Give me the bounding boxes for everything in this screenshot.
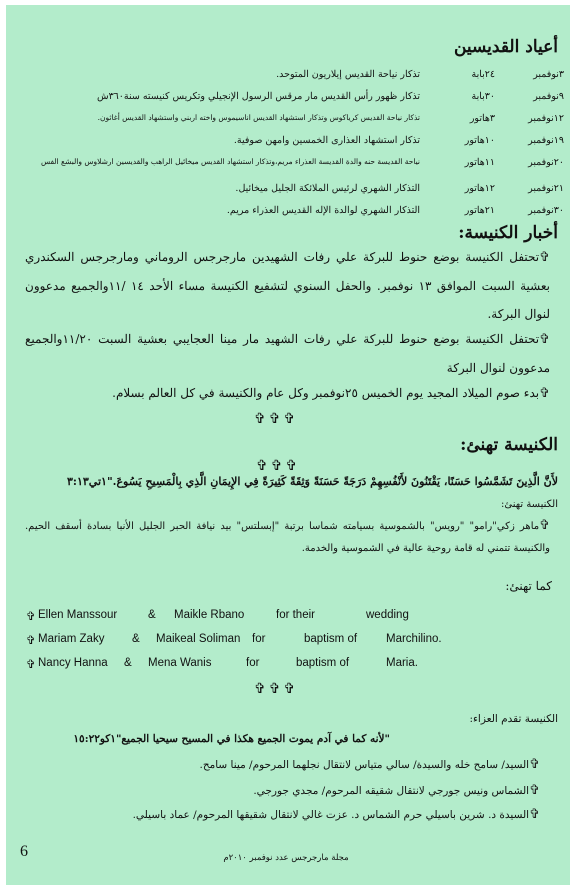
feast-description: نياحة القديسة حنه والدة القديسة العذراء مريم،وتذكار استشهاد القديس ميخائيل الراهب والقديسين ارشلاوس والبشع الفس	[40, 157, 420, 166]
crosses-divider: ✞✞✞	[254, 411, 299, 427]
cross-icon: ✞	[539, 518, 550, 533]
feast-coptic-date: ٣هاتور	[469, 113, 495, 124]
congrats-e: Maria.	[386, 657, 418, 669]
footer-caption: مجلة مارجرجس عدد نوفمبر ٢٠١٠م	[223, 853, 349, 863]
feast-row	[30, 69, 570, 89]
cross-icon: ✞	[539, 250, 550, 265]
cross-icon: ✞	[539, 332, 550, 347]
congrats-b: Mena Wanis	[148, 657, 212, 669]
condolence-1: ✞السيد/ سامح خله والسيدة/ سالي متياس لانتقال نجلهما المرحوم/ مينا سامح.	[199, 757, 540, 772]
news-title: أخبار الكنيسة:	[458, 223, 558, 243]
news-item-3: ✞بدء صوم الميلاد المجيد يوم الخميس ٢٥نوفمبر وكل عام والكنيسة في كل العالم بسلام.	[112, 386, 550, 401]
cross-icon: ✞	[529, 783, 540, 798]
congrats-b: Maikle Rbano	[174, 609, 245, 621]
congrats-amp: &	[132, 633, 140, 645]
congrats-d: wedding	[366, 609, 409, 621]
crosses-divider: ✞✞✞	[256, 458, 301, 474]
condolence-2: ✞الشماس ونيس جورجي لانتقال شقيقه المرحوم/ مجدي جورجي.	[253, 783, 540, 798]
feast-coptic-date: ٢٤بابة	[471, 69, 495, 80]
congrats-a: Nancy Hanna	[38, 657, 108, 669]
congrats-d: baptism of	[304, 633, 358, 645]
feast-date: ٣نوفمبر	[533, 69, 564, 80]
congrats-a: Ellen Manssour	[38, 609, 118, 621]
cross-icon: ✞	[26, 611, 36, 623]
feast-date: ٢١نوفمبر	[528, 183, 564, 194]
feast-row	[30, 205, 570, 225]
ordination-note: ✞ماهر زكي"رامو" "رويس" بالشموسية بسيامته شماسا برتبة "إبسلتس" بيد نيافة الحبر الجليل الأنبا بسادة أسقف الحيم. والكنيسة تتمني له قامة روحية عالية في الشموسية والخدمة.	[25, 518, 550, 554]
feast-row	[30, 135, 570, 155]
congrats-row	[26, 657, 446, 675]
congrats-subtitle: الكنيسة تهنئ:	[501, 499, 558, 510]
condolences-verse: "لأنه كما في آدم يموت الجميع هكذا في المسيح سيحيا الجميع"١كو١٥:٢٢	[73, 733, 390, 745]
congrats-title: الكنيسة تهنئ:	[460, 435, 558, 455]
cross-icon: ✞	[26, 659, 36, 671]
news-item-2: ✞تحتفل الكنيسة بوضع حنوط للبركة علي رفات الشهيد مار مينا العجايبي بعشية السبت ١١/٢٠والجميع مدعوون لنوال البركة	[25, 332, 550, 375]
feast-date: ١٩نوفمبر	[528, 135, 564, 146]
congrats-c: for their	[276, 609, 315, 621]
feast-description: تذكار ظهور رأس القديس مار مرقس الرسول الإنجيلي وتكريس كنيسته سنة٣٦٠ش	[96, 91, 420, 102]
feast-row	[30, 91, 570, 111]
feasts-title: أعياد القديسين	[453, 37, 558, 57]
cross-icon: ✞	[26, 635, 36, 647]
feast-coptic-date: ٣٠بابة	[471, 91, 495, 102]
feast-coptic-date: ١٠هاتور	[464, 135, 495, 146]
cross-icon: ✞	[539, 386, 550, 401]
congrats-amp: &	[124, 657, 132, 669]
condolences-title: الكنيسة تقدم العزاء:	[469, 713, 558, 725]
feast-date: ١٢نوفمبر	[528, 113, 564, 124]
feast-description: تذكار نياحة القديس كرياكوس وتذكار استشهاد القديس اناسيموس واخته اربني واستشهاد القديس أغاثون.	[97, 113, 420, 122]
feast-coptic-date: ٢١هاتور	[464, 205, 495, 216]
feast-row	[30, 157, 570, 177]
page-number: 6	[20, 843, 28, 860]
newsletter-page	[6, 5, 570, 885]
congrats-e: Marchilino.	[386, 633, 442, 645]
condolence-3: ✞السيدة د. شرين باسيلي حرم الشماس د. عزت غالي لانتقال شقيقها المرحوم/ عماد باسيلي.	[132, 807, 540, 822]
feast-coptic-date: ١٢هاتور	[464, 183, 495, 194]
congrats-c: for	[246, 657, 260, 669]
feast-description: تذكار استشهاد العذارى الخمسين وامهن صوفية.	[233, 135, 420, 146]
feast-date: ٩نوفمبر	[533, 91, 564, 102]
cross-icon: ✞	[529, 757, 540, 772]
feast-row	[30, 113, 570, 133]
congrats-d: baptism of	[296, 657, 350, 669]
feast-row	[30, 183, 570, 203]
feast-coptic-date: ١١هاتور	[464, 157, 495, 168]
news-item-1: ✞تحتفل الكنيسة بوضع حنوط للبركة علي رفات الشهيدين مارجرجس الروماني ومارجرجس السكندري بعشية السبت الموافق ١٣ نوفمبر. والحفل السنوي لتشفيع الكنيسة مساء الأحد ١٤ /١١والجميع مدعوون لنوال البركة.	[25, 250, 550, 321]
cross-icon: ✞	[529, 807, 540, 822]
feast-description: التذكار الشهري لرئيس الملائكة الجليل ميخائيل.	[235, 183, 420, 194]
feast-date: ٢٠نوفمبر	[528, 157, 564, 168]
congrats-row	[26, 633, 446, 651]
congrats-c: for	[252, 633, 266, 645]
feast-description: تذكار نياحة القديس إيلاريون المتوحد.	[276, 69, 420, 80]
also-congrats-title: كما تهنئ:	[505, 579, 552, 593]
congrats-amp: &	[148, 609, 156, 621]
feast-date: ٣٠نوفمبر	[528, 205, 564, 216]
congrats-row	[26, 609, 446, 627]
congrats-a: Mariam Zaky	[38, 633, 105, 645]
crosses-divider: ✞✞✞	[254, 681, 299, 697]
feast-description: التذكار الشهري لوالدة الإله القديس العذراء مريم.	[226, 205, 420, 216]
congrats-verse: لأَنَّ الَّذِينَ تَشَمَّسُوا حَسَنًا، يَقْتَنُونَ لأَنْفُسِهِمْ دَرَجَةً حَسَنَةً وَثِقَةً كَثِيرَةً فِي الإِيمَانِ الَّذِي بِالْمَسِيحِ يَسُوعَ."١تي٣:١٣	[66, 475, 558, 488]
congrats-b: Maikeal Soliman	[156, 633, 241, 645]
